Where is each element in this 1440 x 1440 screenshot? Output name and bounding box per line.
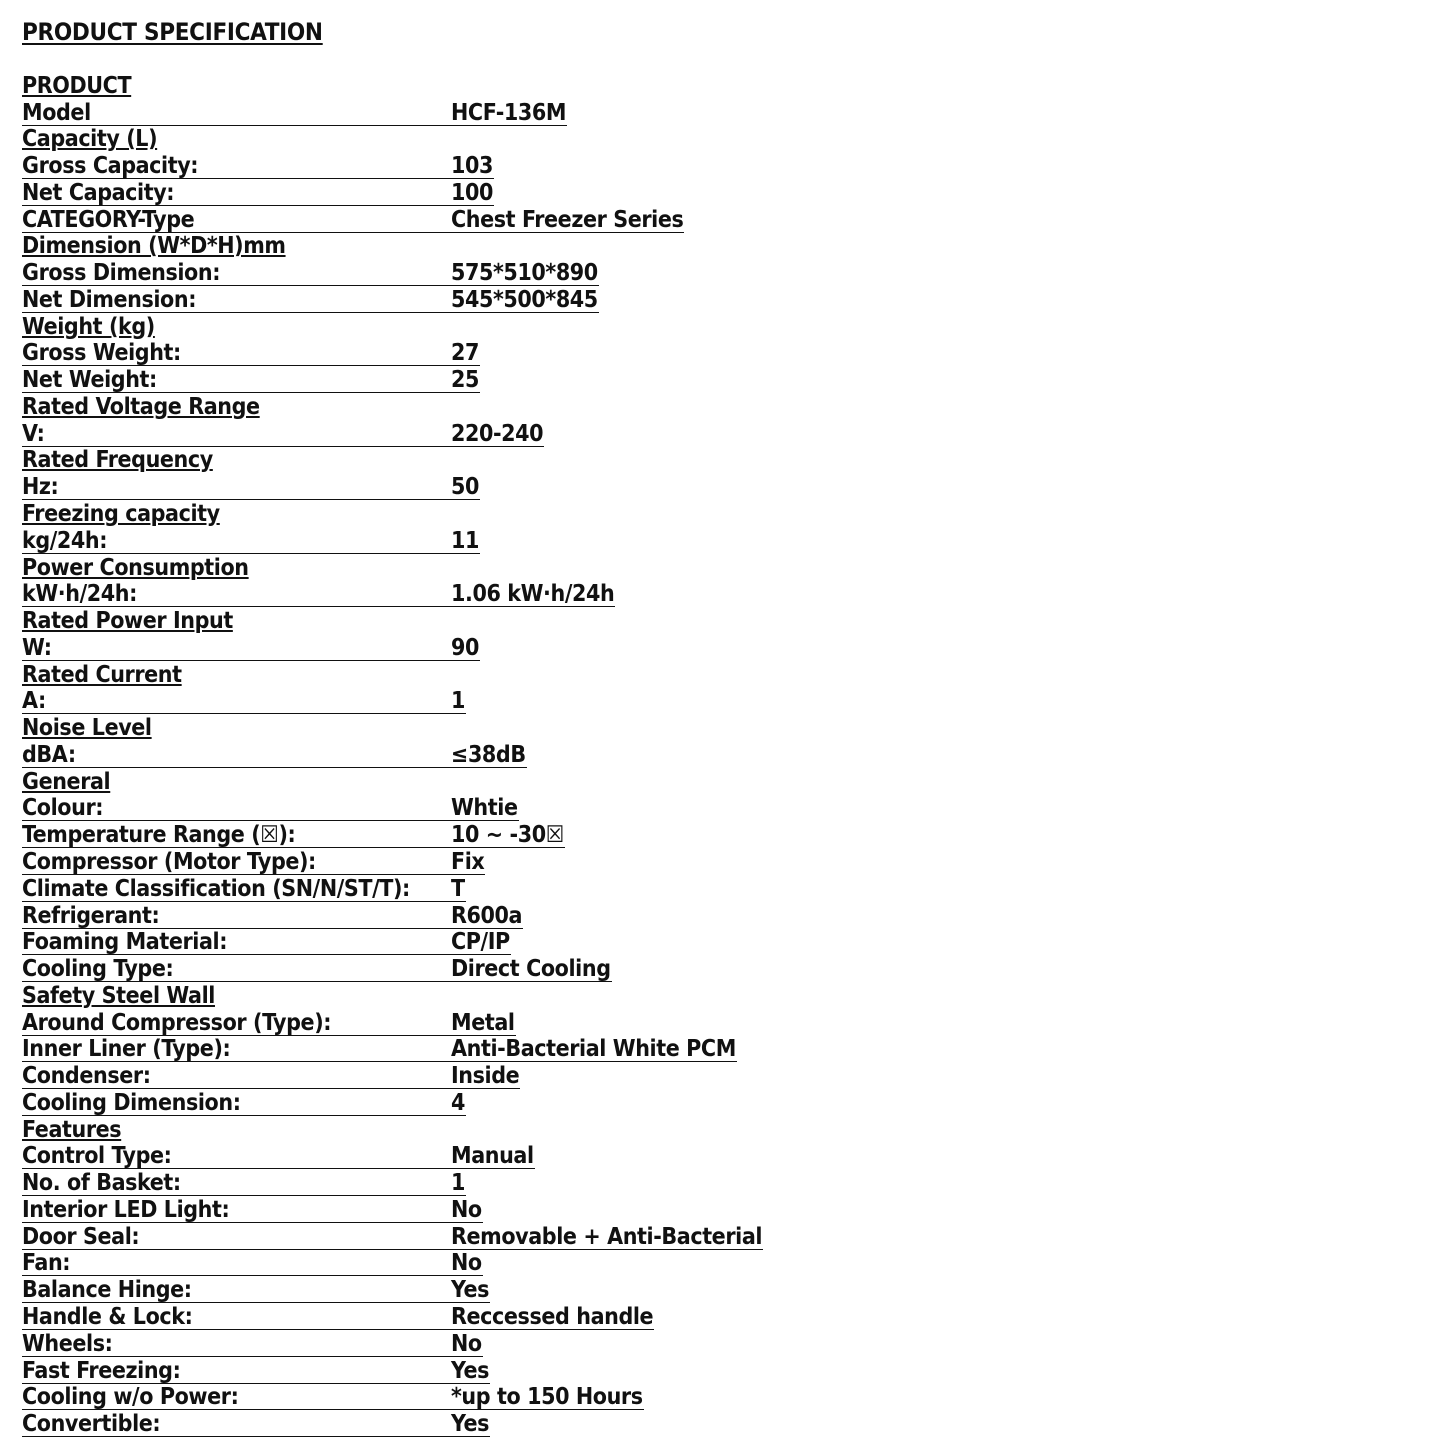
spec-label: Net Capacity: xyxy=(22,179,175,206)
section-heading: Rated Voltage Range xyxy=(22,393,260,420)
spec-row xyxy=(22,1357,1422,1384)
spec-row xyxy=(22,875,1422,902)
section-heading: Noise Level xyxy=(22,715,152,742)
spec-row xyxy=(22,955,1422,982)
spec-value: Inside xyxy=(451,1063,520,1090)
spec-label: Hz: xyxy=(22,474,59,501)
section-heading: Rated Power Input xyxy=(22,608,233,635)
section-heading-row xyxy=(22,607,1422,634)
section-heading: Freezing capacity xyxy=(22,501,220,528)
spec-label: kg/24h: xyxy=(22,527,108,554)
spec-label: Convertible: xyxy=(22,1411,161,1438)
spec-row xyxy=(22,688,1422,715)
spec-row xyxy=(22,1036,1422,1063)
section-heading-row xyxy=(22,393,1422,420)
spec-label: Fast Freezing: xyxy=(22,1357,181,1384)
spec-label: Cooling Type: xyxy=(22,956,174,983)
spec-row xyxy=(22,1303,1422,1330)
spec-row xyxy=(22,179,1422,206)
spec-row xyxy=(22,1009,1422,1036)
spec-row xyxy=(22,366,1422,393)
spec-value: 1.06 kW·h/24h xyxy=(451,581,615,608)
spec-label: Climate Classification (SN/N/ST/T): xyxy=(22,875,410,902)
spec-label: dBA: xyxy=(22,741,76,768)
spec-value: Reccessed handle xyxy=(451,1303,654,1330)
spec-row xyxy=(22,1276,1422,1303)
section-heading-row xyxy=(22,982,1422,1009)
spec-value: T xyxy=(451,875,465,902)
section-heading-row xyxy=(22,768,1422,795)
spec-row xyxy=(22,1196,1422,1223)
spec-row xyxy=(22,206,1422,233)
spec-value: No xyxy=(451,1250,482,1277)
spec-row xyxy=(22,340,1422,367)
spec-value: Whtie xyxy=(451,795,518,822)
section-heading: Power Consumption xyxy=(22,554,249,581)
spec-value: Anti-Bacterial White PCM xyxy=(451,1036,736,1063)
spec-label: Condenser: xyxy=(22,1063,151,1090)
section-heading: Rated Frequency xyxy=(22,447,213,474)
section-heading-row xyxy=(22,1116,1422,1143)
spec-label: No. of Basket: xyxy=(22,1170,181,1197)
section-heading-row xyxy=(22,661,1422,688)
spec-row xyxy=(22,634,1422,661)
spec-row xyxy=(22,795,1422,822)
spec-value: 1 xyxy=(451,688,465,715)
section-heading: Weight (kg) xyxy=(22,313,155,340)
spec-label: Net Weight: xyxy=(22,367,157,394)
spec-label: Control Type: xyxy=(22,1143,172,1170)
spec-row xyxy=(22,929,1422,956)
spec-label: Refrigerant: xyxy=(22,902,160,929)
section-heading-row xyxy=(22,714,1422,741)
spec-value: 220-240 xyxy=(451,420,544,447)
section-heading-row xyxy=(22,72,1422,99)
spec-label: Temperature Range (☒): xyxy=(22,822,296,849)
spec-label: Foaming Material: xyxy=(22,929,228,956)
spec-value: Fix xyxy=(451,848,485,875)
section-heading: Rated Current xyxy=(22,661,182,688)
spec-value: 90 xyxy=(451,634,479,661)
spec-row xyxy=(22,152,1422,179)
spec-row xyxy=(22,1169,1422,1196)
spec-label: Balance Hinge: xyxy=(22,1277,192,1304)
spec-value: Direct Cooling xyxy=(451,956,611,983)
spec-label: Gross Capacity: xyxy=(22,153,199,180)
spec-row xyxy=(22,1143,1422,1170)
spec-value: Chest Freezer Series xyxy=(451,206,684,233)
spec-label: V: xyxy=(22,420,45,447)
spec-rows xyxy=(22,72,1422,1437)
spec-row xyxy=(22,420,1422,447)
section-heading-row xyxy=(22,313,1422,340)
spec-row xyxy=(22,821,1422,848)
section-heading: Safety Steel Wall xyxy=(22,982,215,1009)
spec-value: HCF-136M xyxy=(451,99,567,126)
spec-value: Yes xyxy=(451,1411,490,1438)
spec-value: 575*510*890 xyxy=(451,260,598,287)
spec-value: 10 ~ -30☒ xyxy=(451,822,564,849)
section-heading: General xyxy=(22,768,111,795)
section-heading-row xyxy=(22,233,1422,260)
spec-value: 50 xyxy=(451,474,479,501)
section-heading-row xyxy=(22,447,1422,474)
spec-row xyxy=(22,473,1422,500)
spec-label: Around Compressor (Type): xyxy=(22,1009,332,1036)
spec-label: Model xyxy=(22,99,91,126)
spec-value: No xyxy=(451,1330,482,1357)
spec-row xyxy=(22,1250,1422,1277)
spec-row xyxy=(22,1062,1422,1089)
spec-row xyxy=(22,286,1422,313)
spec-row xyxy=(22,1223,1422,1250)
spec-value: 103 xyxy=(451,153,493,180)
spec-row xyxy=(22,1330,1422,1357)
spec-row xyxy=(22,848,1422,875)
spec-label: Gross Dimension: xyxy=(22,260,221,287)
spec-value: Removable + Anti-Bacterial xyxy=(451,1223,763,1250)
spec-label: CATEGORY-Type xyxy=(22,206,195,233)
document-title: PRODUCT SPECIFICATION xyxy=(22,18,323,46)
spec-value: 100 xyxy=(451,179,493,206)
spec-value: *up to 150 Hours xyxy=(451,1384,643,1411)
spec-value: 1 xyxy=(451,1170,465,1197)
spec-label: Inner Liner (Type): xyxy=(22,1036,231,1063)
section-heading-row xyxy=(22,554,1422,581)
spec-label: Compressor (Motor Type): xyxy=(22,848,316,875)
section-heading: Capacity (L) xyxy=(22,126,158,153)
section-heading: Dimension (W*D*H)mm xyxy=(22,233,286,260)
spec-label: W: xyxy=(22,634,52,661)
spec-label: Net Dimension: xyxy=(22,286,197,313)
spec-value: Manual xyxy=(451,1143,534,1170)
spec-label: Gross Weight: xyxy=(22,340,181,367)
spec-label: A: xyxy=(22,688,46,715)
spec-label: Wheels: xyxy=(22,1330,113,1357)
spec-value: ≤38dB xyxy=(451,741,526,768)
spec-row xyxy=(22,259,1422,286)
section-heading: PRODUCT xyxy=(22,72,132,99)
spec-row xyxy=(22,581,1422,608)
spec-value: Metal xyxy=(451,1009,515,1036)
spec-label: Interior LED Light: xyxy=(22,1196,230,1223)
section-heading: Features xyxy=(22,1116,122,1143)
spec-value: 27 xyxy=(451,340,479,367)
spec-label: Handle & Lock: xyxy=(22,1303,193,1330)
section-heading-row xyxy=(22,126,1422,153)
spec-row xyxy=(22,1410,1422,1437)
spec-sheet xyxy=(22,19,1422,1437)
spec-label: Fan: xyxy=(22,1250,71,1277)
spec-label: Colour: xyxy=(22,795,104,822)
spec-label: Cooling w/o Power: xyxy=(22,1384,239,1411)
spec-value: 25 xyxy=(451,367,479,394)
spec-row xyxy=(22,1384,1422,1411)
spec-value: Yes xyxy=(451,1357,490,1384)
spec-label: Cooling Dimension: xyxy=(22,1089,241,1116)
spec-value: CP/IP xyxy=(451,929,510,956)
row-underline xyxy=(22,1436,490,1437)
spec-value: 545*500*845 xyxy=(451,286,598,313)
section-heading-row xyxy=(22,500,1422,527)
spec-label: kW·h/24h: xyxy=(22,581,137,608)
spec-value: No xyxy=(451,1196,482,1223)
spec-row xyxy=(22,741,1422,768)
spec-row xyxy=(22,1089,1422,1116)
title-spacer xyxy=(22,46,1422,72)
spec-label: Door Seal: xyxy=(22,1223,140,1250)
spec-row xyxy=(22,527,1422,554)
spec-row xyxy=(22,902,1422,929)
spec-value: 4 xyxy=(451,1089,465,1116)
spec-value: Yes xyxy=(451,1277,490,1304)
spec-row xyxy=(22,99,1422,126)
spec-value: 11 xyxy=(451,527,479,554)
spec-value: R600a xyxy=(451,902,523,929)
